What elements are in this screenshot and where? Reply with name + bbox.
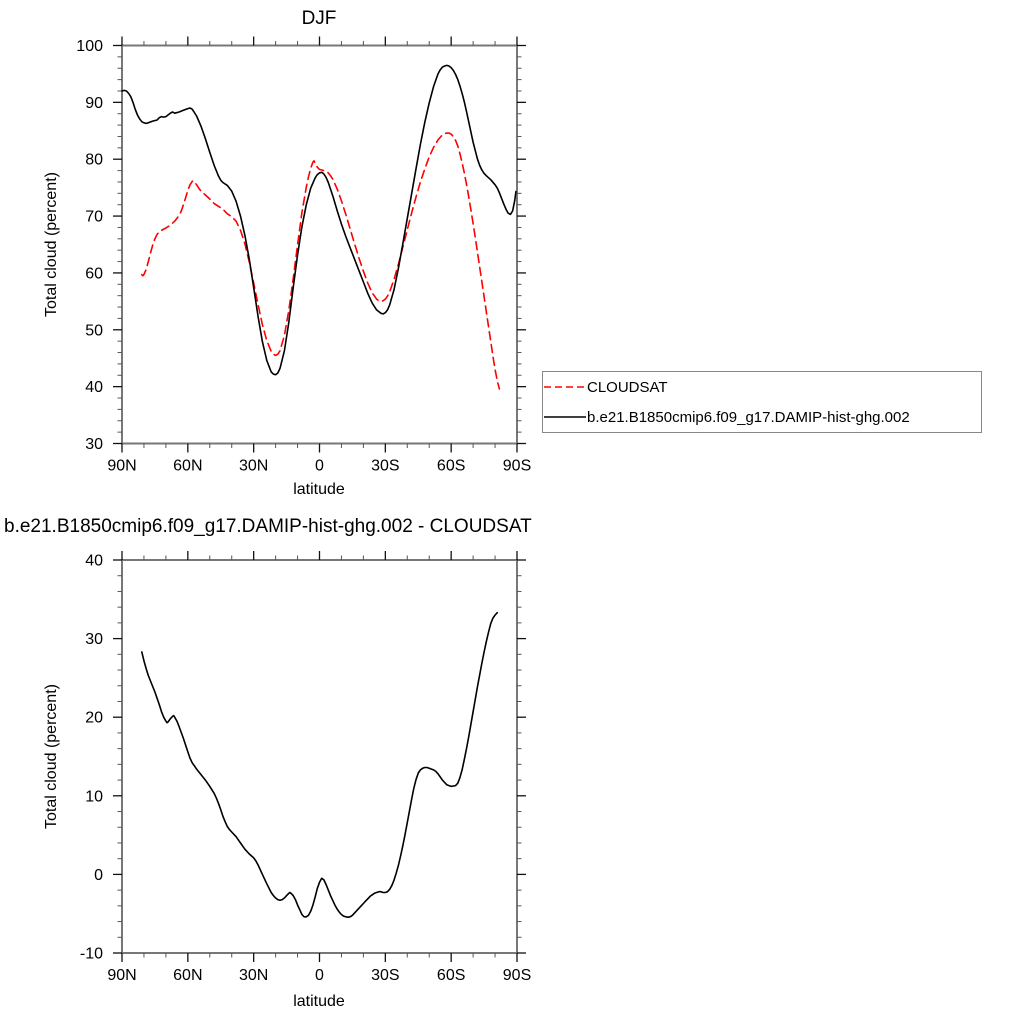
x-tick-label: 90N (107, 967, 137, 984)
x-tick-labels (107, 967, 531, 984)
x-ticks (122, 37, 517, 453)
legend-item-model (543, 403, 981, 431)
top-chart (43, 8, 531, 498)
y-ticks (113, 46, 526, 444)
top-plot-area (76, 37, 531, 475)
x-tick-label: 60N (173, 457, 203, 475)
series-lines (142, 613, 498, 918)
y-tick-labels (76, 38, 103, 453)
y-tick-label: 20 (85, 709, 103, 727)
y-tick-label: 40 (85, 552, 103, 570)
y-tick-label: 90 (85, 94, 103, 112)
y-tick-labels (80, 553, 103, 963)
model-solid-line-sample (543, 414, 587, 420)
y-tick-label: 70 (85, 208, 103, 226)
x-ticks (122, 551, 517, 962)
series-lines (122, 65, 516, 389)
bottom-chart-title: b.e21.B1850cmip6.f09_g17.DAMIP-hist-ghg.002 - CLOUDSAT (4, 516, 532, 537)
y-tick-label: 80 (85, 151, 103, 169)
difference-line (142, 613, 498, 918)
plot-frame (122, 46, 517, 444)
legend-item-label: b.e21.B1850cmip6.f09_g17.DAMIP-hist-ghg.002 (587, 408, 910, 426)
plot-frame (122, 560, 517, 953)
y-tick-label: 50 (85, 322, 103, 340)
y-ticks (113, 560, 526, 953)
y-tick-label: 30 (85, 631, 103, 649)
y-tick-label: -10 (79, 945, 103, 963)
cloudsat-line (142, 133, 500, 389)
y-tick-label: 100 (76, 38, 103, 55)
x-tick-label: 0 (315, 457, 324, 475)
x-tick-label: 60N (173, 967, 203, 984)
b-e21-b1850cmip6-f09-g17-damip-hist-ghg-002-line (122, 65, 516, 374)
bottom-chart-y-axis-label: Total cloud (percent) (43, 684, 60, 829)
y-tick-label: 30 (85, 436, 103, 453)
x-tick-label: 90S (502, 457, 532, 475)
x-tick-label: 90S (502, 967, 532, 984)
top-chart-x-axis-label: latitude (293, 481, 345, 498)
y-tick-label: 10 (85, 788, 103, 806)
cloudsat-dashed-line-sample (543, 384, 587, 390)
y-tick-label: 60 (85, 265, 103, 283)
x-tick-labels (107, 458, 531, 475)
x-tick-label: 30S (371, 457, 400, 475)
bottom-plot-area (80, 551, 531, 984)
legend-item-cloudsat (543, 373, 981, 401)
y-tick-label: 40 (85, 379, 103, 397)
bottom-chart (4, 516, 532, 1010)
x-tick-label: 90N (107, 457, 137, 475)
legend-box (542, 371, 982, 433)
x-tick-label: 60S (436, 967, 466, 984)
x-tick-label: 30N (238, 457, 269, 475)
x-tick-label: 30N (238, 967, 269, 984)
x-tick-label: 60S (436, 457, 466, 475)
top-chart-y-axis-label: Total cloud (percent) (43, 172, 60, 317)
y-tick-label: 0 (94, 866, 103, 884)
top-chart-title: DJF (301, 8, 337, 29)
bottom-chart-x-axis-label: latitude (293, 993, 345, 1010)
x-tick-label: 30S (371, 967, 400, 984)
x-tick-label: 0 (315, 967, 324, 984)
legend-item-label: CLOUDSAT (587, 378, 668, 396)
